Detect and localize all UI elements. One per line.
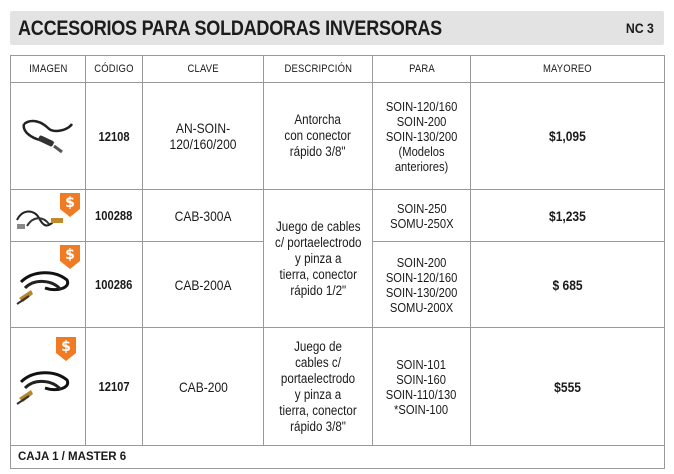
dollar-icon xyxy=(57,192,83,218)
para-cell: SOIN-120/160 SOIN-200 SOIN-130/200 (Modelos anteriores) xyxy=(373,83,471,190)
catalog-code: NC 3 xyxy=(625,20,654,36)
descripcion-cell: Juego de cables c/ portaelectrodo y pinza a tierra, conector rápido 1/2" xyxy=(264,190,373,328)
table-row xyxy=(11,83,665,190)
col-imagen: IMAGEN xyxy=(11,56,86,83)
clave-cell: AN-SOIN-120/160/200 xyxy=(143,83,264,190)
codigo-cell: 100286 xyxy=(86,242,143,328)
accessories-table xyxy=(10,55,665,469)
price-cell: $ 685 xyxy=(471,242,665,328)
clave-cell: CAB-300A xyxy=(143,190,264,242)
dollar-icon xyxy=(53,336,79,362)
para-cell: SOIN-101 SOIN-160 SOIN-110/130 *SOIN-100 xyxy=(373,328,471,446)
descripcion-cell: Antorcha con conector rápido 3/8" xyxy=(264,83,373,190)
product-image-cell xyxy=(11,190,86,242)
col-para: PARA xyxy=(373,56,471,83)
torch-cable-icon xyxy=(18,116,78,156)
col-mayoreo: MAYOREO xyxy=(471,56,665,83)
table-row xyxy=(11,190,665,242)
price-cell: $1,095 xyxy=(471,83,665,190)
clave-cell: CAB-200 xyxy=(143,328,264,446)
codigo-cell: 12108 xyxy=(86,83,143,190)
table-row xyxy=(11,328,665,446)
cable-set-icon xyxy=(15,268,73,314)
col-clave: CLAVE xyxy=(143,56,264,83)
svg-text:$: $ xyxy=(65,195,75,211)
col-descripcion: DESCRIPCIÓN xyxy=(264,56,373,83)
dollar-icon xyxy=(57,244,83,270)
product-image-cell xyxy=(11,328,86,446)
clave-cell: CAB-200A xyxy=(143,242,264,328)
svg-text:$: $ xyxy=(65,247,75,263)
page-title: ACCESORIOS PARA SOLDADORAS INVERSORAS xyxy=(18,17,442,40)
descripcion-cell: Juego de cables c/ portaelectrodo y pinza a tierra, conector rápido 3/8" xyxy=(264,328,373,446)
table-footer-row xyxy=(11,446,665,469)
codigo-cell: 100288 xyxy=(86,190,143,242)
product-image-cell xyxy=(11,242,86,328)
para-cell: SOIN-250 SOMU-250X xyxy=(373,190,471,242)
para-cell: SOIN-200 SOIN-120/160 SOIN-130/200 SOMU-200X xyxy=(373,242,471,328)
price-cell: $1,235 xyxy=(471,190,665,242)
codigo-cell: 12107 xyxy=(86,328,143,446)
page-header xyxy=(10,11,664,45)
svg-text:$: $ xyxy=(61,339,71,355)
cable-set-icon xyxy=(15,368,73,414)
col-codigo: CÓDIGO xyxy=(86,56,143,83)
table-header-row xyxy=(11,56,665,83)
product-image-cell xyxy=(11,83,86,190)
price-cell: $555 xyxy=(471,328,665,446)
footer-packaging: CAJA 1 / MASTER 6 xyxy=(11,446,665,469)
